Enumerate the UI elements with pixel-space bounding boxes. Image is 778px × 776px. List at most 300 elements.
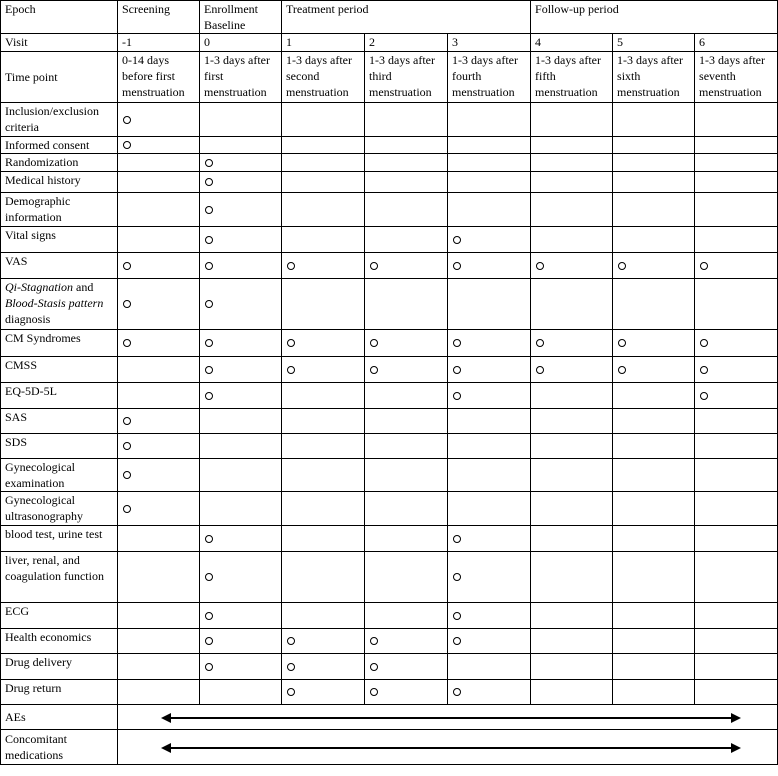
schedule-cell xyxy=(531,227,613,253)
schedule-cell xyxy=(448,253,531,279)
schedule-cell xyxy=(200,552,282,603)
activity-label-part: diagnosis xyxy=(5,312,51,326)
timepoint-value: 1-3 days after fourth menstruation xyxy=(448,52,531,103)
schedule-cell xyxy=(118,629,200,654)
scheduled-circle-icon xyxy=(453,236,461,244)
schedule-cell xyxy=(282,629,365,654)
activity-label: EQ-5D-5L xyxy=(1,383,118,409)
schedule-cell xyxy=(695,253,778,279)
schedule-cell xyxy=(365,409,448,434)
timepoint-value: 1-3 days after sixth menstruation xyxy=(613,52,695,103)
activity-row xyxy=(1,434,778,459)
visit-value: 1 xyxy=(282,34,365,52)
schedule-cell xyxy=(695,680,778,705)
schedule-cell xyxy=(365,357,448,383)
schedule-cell xyxy=(365,434,448,459)
scheduled-circle-icon xyxy=(536,339,544,347)
scheduled-circle-icon xyxy=(700,262,708,270)
schedule-cell xyxy=(365,629,448,654)
schedule-cell xyxy=(695,172,778,193)
schedule-cell xyxy=(448,357,531,383)
activity-label-part: Blood-Stasis pattern xyxy=(5,296,104,310)
scheduled-circle-icon xyxy=(205,637,213,645)
schedule-cell xyxy=(448,526,531,552)
activity-row xyxy=(1,492,778,526)
schedule-cell xyxy=(613,434,695,459)
schedule-cell xyxy=(200,680,282,705)
scheduled-circle-icon xyxy=(700,339,708,347)
visit-value: 3 xyxy=(448,34,531,52)
schedule-cell xyxy=(531,629,613,654)
schedule-cell xyxy=(200,459,282,492)
scheduled-circle-icon xyxy=(287,663,295,671)
schedule-cell xyxy=(118,227,200,253)
schedule-cell xyxy=(118,357,200,383)
schedule-cell xyxy=(531,680,613,705)
schedule-cell xyxy=(365,459,448,492)
scheduled-circle-icon xyxy=(453,535,461,543)
activity-label: SAS xyxy=(1,409,118,434)
schedule-cell xyxy=(118,459,200,492)
schedule-cell xyxy=(531,253,613,279)
schedule-cell xyxy=(282,193,365,227)
scheduled-circle-icon xyxy=(370,339,378,347)
span-cell xyxy=(118,705,778,730)
schedule-cell xyxy=(200,193,282,227)
activity-label: Gynecological examination xyxy=(1,459,118,492)
scheduled-circle-icon xyxy=(618,262,626,270)
activity-label: SDS xyxy=(1,434,118,459)
schedule-cell xyxy=(118,330,200,357)
schedule-cell xyxy=(365,103,448,137)
schedule-cell xyxy=(365,492,448,526)
schedule-cell xyxy=(365,154,448,172)
schedule-cell xyxy=(613,459,695,492)
scheduled-circle-icon xyxy=(370,262,378,270)
activity-label: Medical history xyxy=(1,172,118,193)
schedule-cell xyxy=(365,603,448,629)
scheduled-circle-icon xyxy=(700,392,708,400)
activity-label: Informed consent xyxy=(1,137,118,154)
timepoint-value: 1-3 days after first menstruation xyxy=(200,52,282,103)
schedule-cell xyxy=(200,172,282,193)
scheduled-circle-icon xyxy=(370,688,378,696)
schedule-cell xyxy=(531,409,613,434)
schedule-cell xyxy=(200,154,282,172)
scheduled-circle-icon xyxy=(618,339,626,347)
schedule-cell xyxy=(531,603,613,629)
schedule-cell xyxy=(695,629,778,654)
schedule-cell xyxy=(118,680,200,705)
schedule-cell xyxy=(695,603,778,629)
schedule-cell xyxy=(695,227,778,253)
schedule-cell xyxy=(118,383,200,409)
schedule-cell xyxy=(200,629,282,654)
schedule-cell xyxy=(613,357,695,383)
scheduled-circle-icon xyxy=(123,442,131,450)
schedule-cell xyxy=(613,279,695,330)
schedule-cell xyxy=(118,279,200,330)
schedule-cell xyxy=(200,357,282,383)
schedule-cell xyxy=(613,552,695,603)
activity-row xyxy=(1,357,778,383)
activity-label: Drug delivery xyxy=(1,654,118,680)
scheduled-circle-icon xyxy=(123,339,131,347)
visit-value: 6 xyxy=(695,34,778,52)
scheduled-circle-icon xyxy=(453,339,461,347)
schedule-cell xyxy=(448,193,531,227)
timepoint-value: 1-3 days after third menstruation xyxy=(365,52,448,103)
schedule-cell xyxy=(613,680,695,705)
schedule-cell xyxy=(282,526,365,552)
activity-label: Drug return xyxy=(1,680,118,705)
scheduled-circle-icon xyxy=(287,262,295,270)
timepoint-row xyxy=(1,52,778,103)
schedule-cell xyxy=(118,526,200,552)
activity-label: Demographic information xyxy=(1,193,118,227)
schedule-cell xyxy=(365,526,448,552)
activity-label-part: and xyxy=(73,280,94,294)
scheduled-circle-icon xyxy=(536,262,544,270)
scheduled-circle-icon xyxy=(453,573,461,581)
scheduled-circle-icon xyxy=(536,366,544,374)
activity-label-part: Qi-Stagnation xyxy=(5,280,73,294)
scheduled-circle-icon xyxy=(453,637,461,645)
schedule-cell xyxy=(531,103,613,137)
visit-row xyxy=(1,34,778,52)
scheduled-circle-icon xyxy=(287,637,295,645)
schedule-cell xyxy=(613,603,695,629)
activity-label: CM Syndromes xyxy=(1,330,118,357)
schedule-cell xyxy=(282,680,365,705)
schedule-cell xyxy=(531,552,613,603)
schedule-cell xyxy=(118,103,200,137)
schedule-cell xyxy=(200,603,282,629)
schedule-cell xyxy=(200,253,282,279)
scheduled-circle-icon xyxy=(123,262,131,270)
activity-row xyxy=(1,526,778,552)
schedule-cell xyxy=(365,383,448,409)
timepoint-value: 1-3 days after fifth menstruation xyxy=(531,52,613,103)
epoch-header: Epoch xyxy=(1,1,118,34)
schedule-cell xyxy=(365,227,448,253)
scheduled-circle-icon xyxy=(618,366,626,374)
span-row-label: AEs xyxy=(1,705,118,730)
double-arrow-icon xyxy=(163,747,739,749)
schedule-cell xyxy=(448,603,531,629)
scheduled-circle-icon xyxy=(453,262,461,270)
timepoint-value: 1-3 days after seventh menstruation xyxy=(695,52,778,103)
activity-row xyxy=(1,103,778,137)
schedule-cell xyxy=(695,330,778,357)
activity-row xyxy=(1,137,778,154)
schedule-cell xyxy=(531,492,613,526)
visit-value: -1 xyxy=(118,34,200,52)
schedule-cell xyxy=(118,137,200,154)
schedule-cell xyxy=(695,279,778,330)
schedule-cell xyxy=(200,654,282,680)
schedule-cell xyxy=(118,193,200,227)
schedule-cell xyxy=(695,357,778,383)
schedule-cell xyxy=(448,137,531,154)
schedule-cell xyxy=(282,409,365,434)
schedule-cell xyxy=(448,459,531,492)
scheduled-circle-icon xyxy=(205,573,213,581)
schedule-cell xyxy=(282,459,365,492)
activity-row xyxy=(1,383,778,409)
schedule-cell xyxy=(695,459,778,492)
schedule-cell xyxy=(448,279,531,330)
schedule-cell xyxy=(448,154,531,172)
schedule-cell xyxy=(200,227,282,253)
activity-row xyxy=(1,629,778,654)
activity-row xyxy=(1,227,778,253)
schedule-cell xyxy=(613,137,695,154)
schedule-cell xyxy=(613,253,695,279)
schedule-cell xyxy=(695,409,778,434)
schedule-cell xyxy=(200,383,282,409)
schedule-cell xyxy=(118,434,200,459)
schedule-cell xyxy=(613,103,695,137)
scheduled-circle-icon xyxy=(205,366,213,374)
schedule-cell xyxy=(365,680,448,705)
schedule-cell xyxy=(448,654,531,680)
scheduled-circle-icon xyxy=(205,206,213,214)
schedule-cell xyxy=(118,654,200,680)
activity-label: Inclusion/exclusion criteria xyxy=(1,103,118,137)
activity-row xyxy=(1,193,778,227)
scheduled-circle-icon xyxy=(123,505,131,513)
schedule-cell xyxy=(695,434,778,459)
activity-label: Vital signs xyxy=(1,227,118,253)
schedule-cell xyxy=(448,103,531,137)
schedule-cell xyxy=(531,193,613,227)
schedule-cell xyxy=(531,459,613,492)
scheduled-circle-icon xyxy=(700,366,708,374)
schedule-cell xyxy=(695,154,778,172)
schedule-cell xyxy=(200,103,282,137)
schedule-cell xyxy=(695,103,778,137)
schedule-cell xyxy=(531,383,613,409)
timepoint-value: 1-3 days after second menstruation xyxy=(282,52,365,103)
schedule-cell xyxy=(282,603,365,629)
activity-label: CMSS xyxy=(1,357,118,383)
schedule-cell xyxy=(613,227,695,253)
schedule-cell xyxy=(118,409,200,434)
schedule-cell xyxy=(531,154,613,172)
schedule-cell xyxy=(448,172,531,193)
schedule-cell xyxy=(531,330,613,357)
schedule-cell xyxy=(365,279,448,330)
activity-row xyxy=(1,154,778,172)
activity-row xyxy=(1,330,778,357)
activity-row xyxy=(1,654,778,680)
schedule-cell xyxy=(200,492,282,526)
schedule-cell xyxy=(282,253,365,279)
scheduled-circle-icon xyxy=(453,392,461,400)
scheduled-circle-icon xyxy=(205,178,213,186)
span-row xyxy=(1,705,778,730)
schedule-cell xyxy=(118,492,200,526)
schedule-cell xyxy=(282,492,365,526)
schedule-cell xyxy=(282,172,365,193)
schedule-cell xyxy=(531,654,613,680)
schedule-cell xyxy=(531,172,613,193)
activity-row xyxy=(1,409,778,434)
scheduled-circle-icon xyxy=(453,366,461,374)
scheduled-circle-icon xyxy=(123,417,131,425)
scheduled-circle-icon xyxy=(287,366,295,374)
schedule-cell xyxy=(613,526,695,552)
schedule-cell xyxy=(448,629,531,654)
schedule-cell xyxy=(613,154,695,172)
schedule-cell xyxy=(365,137,448,154)
schedule-cell xyxy=(282,279,365,330)
scheduled-circle-icon xyxy=(205,612,213,620)
scheduled-circle-icon xyxy=(205,300,213,308)
schedule-cell xyxy=(365,253,448,279)
schedule-cell xyxy=(118,552,200,603)
scheduled-circle-icon xyxy=(205,663,213,671)
span-cell xyxy=(118,730,778,765)
scheduled-circle-icon xyxy=(205,236,213,244)
visit-value: 5 xyxy=(613,34,695,52)
treatment-period-header: Treatment period xyxy=(282,1,531,34)
schedule-cell xyxy=(695,552,778,603)
schedule-cell xyxy=(200,526,282,552)
schedule-cell xyxy=(200,409,282,434)
scheduled-circle-icon xyxy=(370,366,378,374)
schedule-cell xyxy=(448,227,531,253)
scheduled-circle-icon xyxy=(205,535,213,543)
schedule-cell xyxy=(365,330,448,357)
activity-label: Gynecological ultrasonography xyxy=(1,492,118,526)
schedule-cell xyxy=(282,654,365,680)
scheduled-circle-icon xyxy=(123,300,131,308)
scheduled-circle-icon xyxy=(370,663,378,671)
visit-value: 4 xyxy=(531,34,613,52)
schedule-cell xyxy=(695,383,778,409)
schedule-cell xyxy=(282,103,365,137)
scheduled-circle-icon xyxy=(205,339,213,347)
activity-row xyxy=(1,603,778,629)
schedule-cell xyxy=(200,330,282,357)
schedule-cell xyxy=(282,154,365,172)
schedule-cell xyxy=(365,654,448,680)
schedule-cell xyxy=(200,279,282,330)
activity-label: blood test, urine test xyxy=(1,526,118,552)
schedule-cell xyxy=(531,434,613,459)
schedule-cell xyxy=(282,383,365,409)
scheduled-circle-icon xyxy=(205,392,213,400)
schedule-cell xyxy=(282,434,365,459)
scheduled-circle-icon xyxy=(205,262,213,270)
activity-label: Health economics xyxy=(1,629,118,654)
schedule-cell xyxy=(695,654,778,680)
schedule-cell xyxy=(613,193,695,227)
schedule-cell xyxy=(282,330,365,357)
schedule-cell xyxy=(365,193,448,227)
activity-row xyxy=(1,279,778,330)
schedule-cell xyxy=(613,172,695,193)
scheduled-circle-icon xyxy=(287,688,295,696)
schedule-cell xyxy=(118,253,200,279)
schedule-cell xyxy=(448,492,531,526)
scheduled-circle-icon xyxy=(123,471,131,479)
schedule-cell xyxy=(613,492,695,526)
span-row-label: Concomitant medications xyxy=(1,730,118,765)
scheduled-circle-icon xyxy=(123,116,131,124)
schedule-cell xyxy=(613,409,695,434)
schedule-cell xyxy=(282,227,365,253)
timepoint-label: Time point xyxy=(1,52,118,103)
scheduled-circle-icon xyxy=(287,339,295,347)
activity-label xyxy=(1,279,118,330)
schedule-cell xyxy=(531,526,613,552)
activity-row xyxy=(1,680,778,705)
schedule-cell xyxy=(365,552,448,603)
schedule-cell xyxy=(613,330,695,357)
schedule-cell xyxy=(365,172,448,193)
schedule-cell xyxy=(613,629,695,654)
scheduled-circle-icon xyxy=(123,141,131,149)
schedule-cell xyxy=(282,137,365,154)
epoch-row xyxy=(1,1,778,34)
activity-row xyxy=(1,552,778,603)
schedule-cell xyxy=(531,357,613,383)
visit-label: Visit xyxy=(1,34,118,52)
schedule-cell xyxy=(695,526,778,552)
scheduled-circle-icon xyxy=(370,637,378,645)
activity-label: VAS xyxy=(1,253,118,279)
enrollment-header: Enrollment Baseline xyxy=(200,1,282,34)
schedule-cell xyxy=(448,680,531,705)
timepoint-value: 0-14 days before first menstruation xyxy=(118,52,200,103)
schedule-cell xyxy=(118,172,200,193)
scheduled-circle-icon xyxy=(205,159,213,167)
schedule-cell xyxy=(531,279,613,330)
activity-label: ECG xyxy=(1,603,118,629)
visit-value: 0 xyxy=(200,34,282,52)
schedule-cell xyxy=(448,552,531,603)
activity-label: Randomization xyxy=(1,154,118,172)
schedule-cell xyxy=(695,492,778,526)
schedule-cell xyxy=(448,409,531,434)
double-arrow-icon xyxy=(163,717,739,719)
schedule-cell xyxy=(613,654,695,680)
activity-row xyxy=(1,253,778,279)
schedule-cell xyxy=(613,383,695,409)
schedule-cell xyxy=(531,137,613,154)
schedule-cell xyxy=(282,552,365,603)
scheduled-circle-icon xyxy=(453,612,461,620)
visit-value: 2 xyxy=(365,34,448,52)
schedule-cell xyxy=(118,154,200,172)
activity-label: liver, renal, and coagulation function xyxy=(1,552,118,603)
schedule-cell xyxy=(200,434,282,459)
schedule-cell xyxy=(118,603,200,629)
schedule-cell xyxy=(448,434,531,459)
span-row xyxy=(1,730,778,765)
activity-row xyxy=(1,172,778,193)
schedule-cell xyxy=(695,193,778,227)
schedule-cell xyxy=(695,137,778,154)
screening-header: Screening xyxy=(118,1,200,34)
schedule-cell xyxy=(200,137,282,154)
scheduled-circle-icon xyxy=(453,688,461,696)
activity-row xyxy=(1,459,778,492)
followup-period-header: Follow-up period xyxy=(531,1,778,34)
